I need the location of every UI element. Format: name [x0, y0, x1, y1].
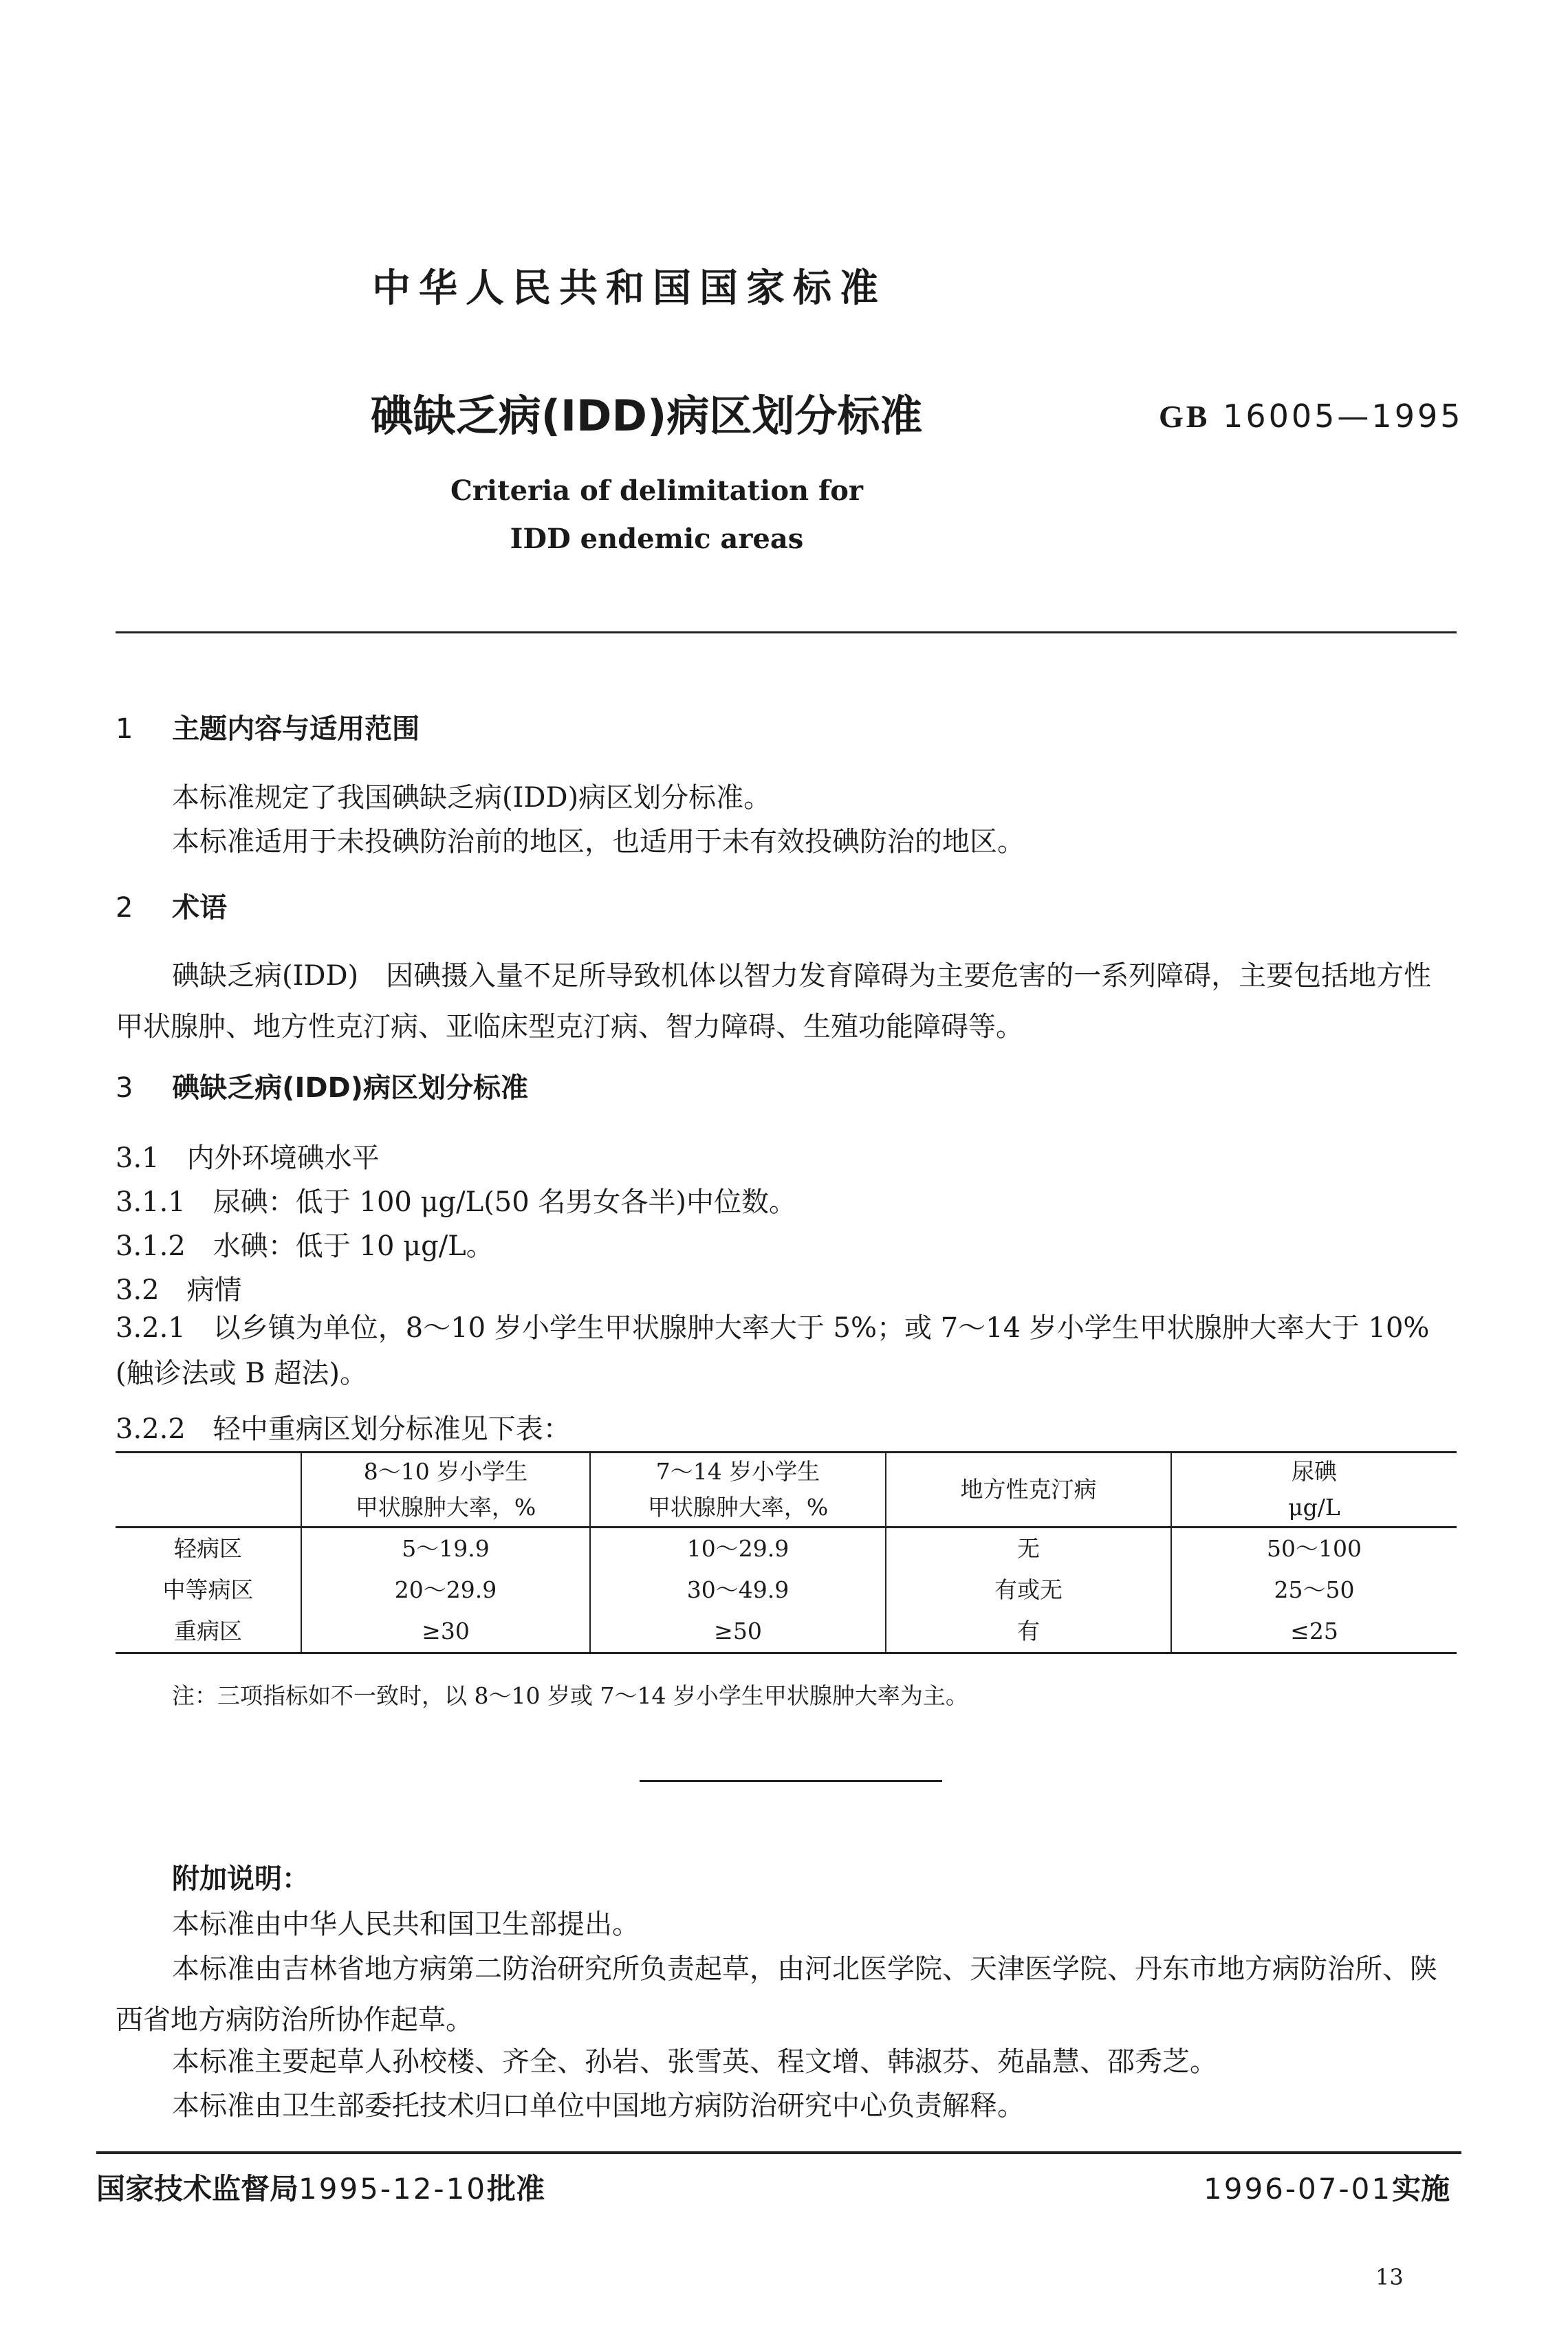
item-3-2: 3.2 病情 [116, 1274, 242, 1306]
table-cell: 20～29.9 [301, 1569, 590, 1611]
table-row [116, 1611, 1457, 1653]
appendix-paragraph-4: 本标准由卫生部委托技术归口单位中国地方病防治研究中心负责解释。 [172, 2090, 1025, 2122]
table-header-row [116, 1453, 1457, 1528]
section-3-heading [116, 1066, 528, 1105]
section-2-heading [116, 886, 227, 925]
standard-code-number: 16005—1995 [1223, 398, 1463, 435]
table-row [116, 1528, 1457, 1570]
approval-line [96, 2166, 545, 2208]
table-cell: 重病区 [116, 1611, 301, 1653]
table-cell: ≥30 [301, 1611, 590, 1653]
page-number: 13 [1375, 2264, 1404, 2290]
section-1-paragraph-2: 本标准适用于未投碘防治前的地区，也适用于未有效投碘防治的地区。 [172, 826, 1025, 858]
section-1-heading [116, 707, 420, 746]
header-7-14-line-2: 甲状腺肿大率，% [647, 1494, 829, 1521]
effective-date: 1996-07-01 [1204, 2172, 1393, 2206]
table-header-cell [1171, 1453, 1457, 1528]
table-cell: 50～100 [1171, 1528, 1457, 1570]
appendix-paragraph-3: 本标准主要起草人孙校楼、齐全、孙岩、张雪英、程文增、韩淑芬、苑晶慧、邵秀芝。 [172, 2046, 1217, 2078]
english-title-line-1: Criteria of delimitation for [450, 475, 863, 507]
table-cell: 中等病区 [162, 1576, 254, 1603]
table-cell: ≤25 [1171, 1611, 1457, 1653]
table-cell: 5～19.9 [301, 1528, 590, 1570]
document-title: 碘缺乏病(IDD)病区划分标准 [370, 391, 923, 441]
table-cell: 有或无 [886, 1569, 1171, 1611]
table-note: 注：三项指标如不一致时，以 8～10 岁或 7～14 岁小学生甲状腺肿大率为主。 [172, 1682, 968, 1709]
section-1-title: 主题内容与适用范围 [172, 713, 420, 745]
english-title-line-2: IDD endemic areas [510, 523, 804, 555]
national-standard-heading: 中华人民共和国国家标准 [372, 266, 886, 311]
section-2-number: 2 [116, 892, 133, 924]
standard-code-prefix: GB [1159, 399, 1210, 434]
table-header-cell [590, 1453, 886, 1528]
table-cell: 25～50 [1171, 1569, 1457, 1611]
header-urine-iodine-line-1: 尿碘 [1292, 1458, 1337, 1485]
header-divider [116, 631, 1457, 633]
table-header-cell [116, 1453, 301, 1528]
appendix-paragraph-2: 本标准由吉林省地方病第二防治研究所负责起草，由河北医学院、天津医学院、丹东市地方病防治所、陕西省地方病防治所协作起草。 [116, 1953, 1437, 2036]
section-end-divider [640, 1780, 942, 1782]
table-row [116, 1569, 1457, 1611]
section-2-paragraph: 碘缺乏病(IDD) 因碘摄入量不足所导致机体以智力发育障碍为主要危害的一系列障碍，主要包括地方性甲状腺肿、地方性克汀病、亚临床型克汀病、智力障碍、生殖功能障碍等。 [116, 960, 1432, 1043]
section-2-title: 术语 [172, 892, 228, 924]
table-cell: 无 [886, 1528, 1171, 1570]
header-7-14-line-1: 7～14 岁小学生 [655, 1458, 820, 1485]
effective-label: 实施 [1392, 2172, 1450, 2206]
footer-divider [96, 2151, 1461, 2154]
table-header-cell [301, 1453, 590, 1528]
appendix-paragraph-1: 本标准由中华人民共和国卫生部提出。 [172, 1909, 640, 1940]
approval-date: 1995-12-10 [298, 2172, 488, 2206]
item-3-1-2: 3.1.2 水碘：低于 10 μg/L。 [116, 1230, 494, 1262]
item-3-2-1: 3.2.1 以乡镇为单位，8～10 岁小学生甲状腺肿大率大于 5%；或 7～14 岁小学生甲状腺肿大率大于 10%(触诊法或 B 超法)。 [116, 1312, 1430, 1389]
item-3-1: 3.1 内外环境碘水平 [116, 1142, 380, 1174]
effective-line [1204, 2166, 1450, 2208]
section-1-number: 1 [116, 713, 133, 745]
approval-label: 批准 [487, 2172, 545, 2206]
approval-org: 国家技术监督局 [96, 2172, 299, 2206]
section-3-title: 碘缺乏病(IDD)病区划分标准 [172, 1072, 529, 1104]
table-cell: 有 [886, 1611, 1171, 1653]
item-3-1-1: 3.1.1 尿碘：低于 100 μg/L(50 名男女各半)中位数。 [116, 1186, 797, 1218]
section-3-number: 3 [116, 1072, 133, 1104]
table-cell: ≥50 [590, 1611, 886, 1653]
appendix-heading: 附加说明： [172, 1863, 309, 1895]
standard-code [1159, 398, 1463, 435]
table-cell: 轻病区 [174, 1535, 242, 1562]
section-1-paragraph-1: 本标准规定了我国碘缺乏病(IDD)病区划分标准。 [172, 782, 772, 814]
header-urine-iodine-line-2: μg/L [1288, 1494, 1340, 1521]
delimitation-table [116, 1451, 1457, 1654]
table-cell: 10～29.9 [590, 1528, 886, 1570]
header-8-10-line-1: 8～10 岁小学生 [363, 1458, 528, 1485]
header-8-10-line-2: 甲状腺肿大率，% [355, 1494, 536, 1521]
item-3-2-2: 3.2.2 轻中重病区划分标准见下表： [116, 1413, 571, 1445]
table-header-cell: 地方性克汀病 [886, 1453, 1171, 1528]
table-cell: 30～49.9 [590, 1569, 886, 1611]
